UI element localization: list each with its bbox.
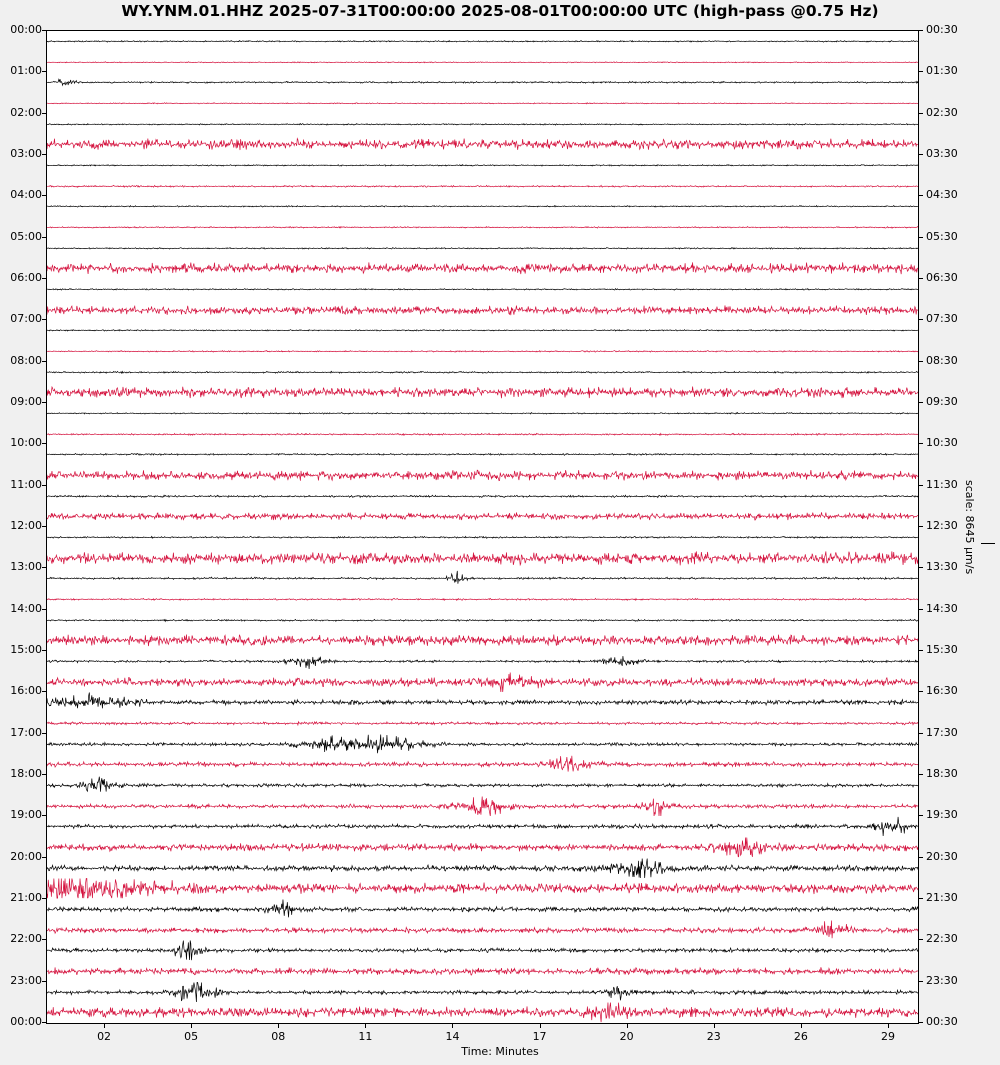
seismogram-trace-row [47,837,918,858]
seismogram-trace-row [47,238,918,259]
y-axis-tick-left [42,567,46,568]
seismogram-trace-row [47,424,918,445]
seismogram-trace [47,341,918,362]
seismogram-trace-row [47,258,918,279]
y-axis-tick-label-left: 23:00 [10,973,42,987]
seismogram-trace-row [47,382,918,403]
x-axis-tick-label: 29 [880,1030,895,1043]
seismogram-trace-row [47,93,918,114]
x-axis-tick [888,1024,889,1028]
seismogram-trace [47,506,918,527]
y-axis-tick-label-right: 01:30 [926,64,958,78]
y-axis-tick-label-left: 09:00 [10,395,42,408]
y-axis-tick-label-left: 07:00 [10,312,42,326]
y-axis-tick-label-right: 15:30 [926,643,958,656]
y-axis-tick-label-right: 08:30 [926,353,958,367]
y-axis-tick-right [919,154,923,155]
y-axis-tick-left [42,71,46,72]
y-axis-tick-left [42,402,46,403]
y-axis-tick-label-left: 17:00 [10,725,42,739]
x-axis-tick [104,1024,105,1028]
y-axis-tick-label-right: 14:30 [926,601,958,615]
y-axis-tick-label-left: 04:00 [10,188,42,202]
seismogram-trace [47,72,918,93]
y-axis-tick-right [919,609,923,610]
x-axis-tick-label: 23 [706,1030,721,1043]
seismogram-trace [47,713,918,734]
y-axis-tick-label-right: 00:30 [926,23,958,36]
y-axis-tick-right [919,30,923,31]
seismogram-trace-row [47,72,918,93]
y-axis-tick-right [919,485,923,486]
y-axis-tick-left [42,815,46,816]
seismogram-trace [47,31,918,52]
y-axis-tick-label-right: 22:30 [926,932,958,946]
x-axis-title: Time: Minutes [461,1045,539,1058]
x-axis-tick [801,1024,802,1028]
seismogram-trace [47,920,918,941]
y-axis-tick-label-left: 21:00 [10,891,42,904]
y-axis-tick-label-left: 00:00 [10,23,42,36]
seismogram-trace-row [47,630,918,651]
seismogram-trace [47,982,918,1003]
seismogram-trace [47,1002,918,1023]
y-axis-tick-right [919,402,923,403]
x-axis-tick-label: 20 [619,1030,634,1043]
seismogram-trace [47,630,918,651]
seismogram-trace [47,217,918,238]
x-axis-tick-label: 26 [793,1030,808,1043]
x-axis-tick-label: 08 [271,1030,286,1043]
seismogram-trace-row [47,651,918,672]
y-axis-tick-label-right: 02:30 [926,105,958,119]
seismogram-trace-row [47,196,918,217]
seismogram-trace [47,527,918,548]
y-axis-tick-left [42,1022,46,1023]
y-axis-tick-label-left: 05:00 [10,229,42,243]
y-axis-tick-label-right: 18:30 [926,767,958,780]
seismogram-trace-row [47,134,918,155]
seismogram-trace-row [47,713,918,734]
seismogram-trace-row [47,444,918,465]
seismogram-trace-row [47,176,918,197]
y-axis-tick-right [919,898,923,899]
seismogram-trace [47,155,918,176]
y-axis-tick-label-left: 22:00 [10,932,42,946]
seismogram-trace [47,858,918,879]
y-axis-tick-right [919,278,923,279]
y-axis-tick-label-right: 13:30 [926,560,958,574]
seismogram-trace-row [47,858,918,879]
x-axis-tick [627,1024,628,1028]
seismogram-trace-row [47,920,918,941]
y-axis-tick-label-right: 17:30 [926,725,958,739]
seismogram-trace [47,548,918,569]
y-axis-tick-label-right: 03:30 [926,147,958,160]
seismogram-trace-row [47,899,918,920]
seismogram-trace-row [47,754,918,775]
x-axis-tick [191,1024,192,1028]
seismogram-trace-row [47,548,918,569]
seismogram-trace-row [47,982,918,1003]
x-axis-tick-label: 11 [358,1030,373,1043]
y-axis-tick-right [919,939,923,940]
seismogram-trace-row [47,589,918,610]
y-axis-tick-right [919,815,923,816]
seismogram-trace [47,424,918,445]
y-axis-tick-left [42,526,46,527]
y-axis-tick-left [42,30,46,31]
scale-bar-icon [981,543,995,544]
y-axis-tick-label-right: 23:30 [926,973,958,987]
y-axis-tick-right [919,650,923,651]
seismogram-trace-row [47,114,918,135]
seismogram-trace-row [47,878,918,899]
y-axis-tick-right [919,113,923,114]
seismogram-trace [47,52,918,73]
seismogram-trace [47,176,918,197]
y-axis-tick-right [919,1022,923,1023]
y-axis-tick-right [919,733,923,734]
y-axis-tick-label-left: 20:00 [10,849,42,863]
seismogram-trace-row [47,362,918,383]
seismogram-trace [47,610,918,631]
y-axis-tick-right [919,195,923,196]
seismogram-trace [47,114,918,135]
y-axis-tick-left [42,939,46,940]
y-axis-tick-label-right: 21:30 [926,891,958,904]
y-axis-tick-label-left: 14:00 [10,601,42,615]
x-axis-tick [452,1024,453,1028]
y-axis-tick-right [919,443,923,444]
y-axis-tick-label-right: 04:30 [926,188,958,202]
y-axis-tick-label-left: 08:00 [10,353,42,367]
y-axis-tick-label-left: 11:00 [10,477,42,491]
seismogram-trace [47,403,918,424]
seismogram-trace [47,961,918,982]
y-axis-tick-right [919,691,923,692]
seismogram-trace [47,651,918,672]
y-axis-tick-right [919,237,923,238]
scale-annotation: scale: 8645 µm/s [963,480,976,575]
y-axis-tick-left [42,319,46,320]
seismogram-trace-row [47,217,918,238]
seismogram-trace [47,300,918,321]
y-axis-tick-left [42,609,46,610]
seismogram-trace [47,258,918,279]
seismogram-trace [47,940,918,961]
y-axis-tick-label-left: 16:00 [10,684,42,698]
seismogram-trace-row [47,320,918,341]
y-axis-tick-label-left: 12:00 [10,519,42,532]
seismogram-trace-row [47,672,918,693]
y-axis-tick-label-right: 00:30 [926,1015,958,1028]
y-axis-tick-right [919,361,923,362]
seismogram-trace-row [47,486,918,507]
seismogram-trace [47,382,918,403]
y-axis-tick-left [42,857,46,858]
y-axis-tick-left [42,733,46,734]
y-axis-tick-label-right: 09:30 [926,395,958,408]
seismogram-plot-area [46,30,919,1024]
x-axis-tick-label: 05 [184,1030,199,1043]
seismogram-trace [47,279,918,300]
x-axis-tick-label: 14 [445,1030,460,1043]
seismogram-trace-row [47,300,918,321]
seismogram-trace [47,486,918,507]
y-axis-tick-right [919,567,923,568]
y-axis-tick-left [42,113,46,114]
seismogram-trace-row [47,279,918,300]
seismogram-trace-row [47,796,918,817]
seismogram-trace [47,362,918,383]
seismogram-trace [47,93,918,114]
x-axis-tick-label: 17 [532,1030,547,1043]
y-axis-tick-left [42,485,46,486]
y-axis-tick-left [42,195,46,196]
y-axis-tick-left [42,361,46,362]
seismogram-trace-row [47,341,918,362]
seismogram-trace [47,672,918,693]
x-axis-tick [540,1024,541,1028]
x-axis-tick [365,1024,366,1028]
y-axis-tick-right [919,71,923,72]
seismogram-trace-row [47,568,918,589]
y-axis-tick-left [42,443,46,444]
x-axis-tick-label: 02 [97,1030,112,1043]
y-axis-tick-label-right: 11:30 [926,477,958,491]
y-axis-tick-left [42,154,46,155]
seismogram-trace [47,754,918,775]
y-axis-tick-left [42,774,46,775]
y-axis-tick-left [42,278,46,279]
y-axis-tick-right [919,981,923,982]
chart-title: WY.YNM.01.HHZ 2025-07-31T00:00:00 2025-08-01T00:00:00 UTC (high-pass @0.75 Hz) [121,2,879,20]
seismogram-trace-row [47,961,918,982]
seismogram-trace-row [47,506,918,527]
seismogram-trace-row [47,155,918,176]
seismogram-trace-row [47,527,918,548]
y-axis-tick-label-left: 13:00 [10,560,42,574]
y-axis-tick-label-left: 18:00 [10,767,42,780]
seismogram-trace-row [47,940,918,961]
seismogram-trace [47,320,918,341]
seismogram-trace [47,196,918,217]
y-axis-tick-right [919,774,923,775]
seismogram-trace-row [47,1002,918,1023]
y-axis-tick-label-right: 06:30 [926,271,958,284]
y-axis-tick-label-left: 06:00 [10,271,42,284]
seismogram-trace-row [47,465,918,486]
seismogram-trace [47,692,918,713]
y-axis-tick-label-left: 02:00 [10,105,42,119]
y-axis-tick-label-left: 19:00 [10,808,42,822]
seismogram-trace-row [47,816,918,837]
seismogram-trace-row [47,775,918,796]
y-axis-tick-left [42,981,46,982]
seismogram-trace [47,465,918,486]
x-axis-tick [278,1024,279,1028]
y-axis-tick-label-right: 19:30 [926,808,958,822]
y-axis-tick-label-left: 03:00 [10,147,42,160]
seismogram-trace-row [47,403,918,424]
seismogram-trace [47,899,918,920]
y-axis-tick-left [42,898,46,899]
y-axis-tick-label-left: 00:00 [10,1015,42,1028]
seismogram-trace-row [47,692,918,713]
y-axis-tick-right [919,319,923,320]
y-axis-tick-left [42,650,46,651]
seismogram-trace-row [47,610,918,631]
seismogram-trace [47,589,918,610]
seismogram-trace-row [47,31,918,52]
y-axis-tick-right [919,526,923,527]
seismogram-trace-row [47,734,918,755]
seismogram-trace [47,796,918,817]
seismogram-trace [47,775,918,796]
seismogram-trace [47,568,918,589]
y-axis-tick-label-left: 10:00 [10,436,42,450]
seismogram-trace [47,238,918,259]
seismogram-trace [47,878,918,899]
seismogram-trace [47,444,918,465]
seismogram-trace [47,837,918,858]
y-axis-tick-label-right: 16:30 [926,684,958,698]
y-axis-tick-label-right: 05:30 [926,229,958,243]
y-axis-tick-label-left: 15:00 [10,643,42,656]
seismogram-trace [47,134,918,155]
y-axis-tick-label-right: 10:30 [926,436,958,450]
y-axis-tick-label-right: 07:30 [926,312,958,326]
y-axis-tick-left [42,237,46,238]
y-axis-tick-label-right: 12:30 [926,519,958,532]
y-axis-tick-label-left: 01:00 [10,64,42,78]
x-axis-tick [714,1024,715,1028]
y-axis-tick-left [42,691,46,692]
seismogram-trace [47,816,918,837]
y-axis-tick-label-right: 20:30 [926,849,958,863]
seismogram-trace [47,734,918,755]
y-axis-tick-right [919,857,923,858]
seismogram-trace-row [47,52,918,73]
